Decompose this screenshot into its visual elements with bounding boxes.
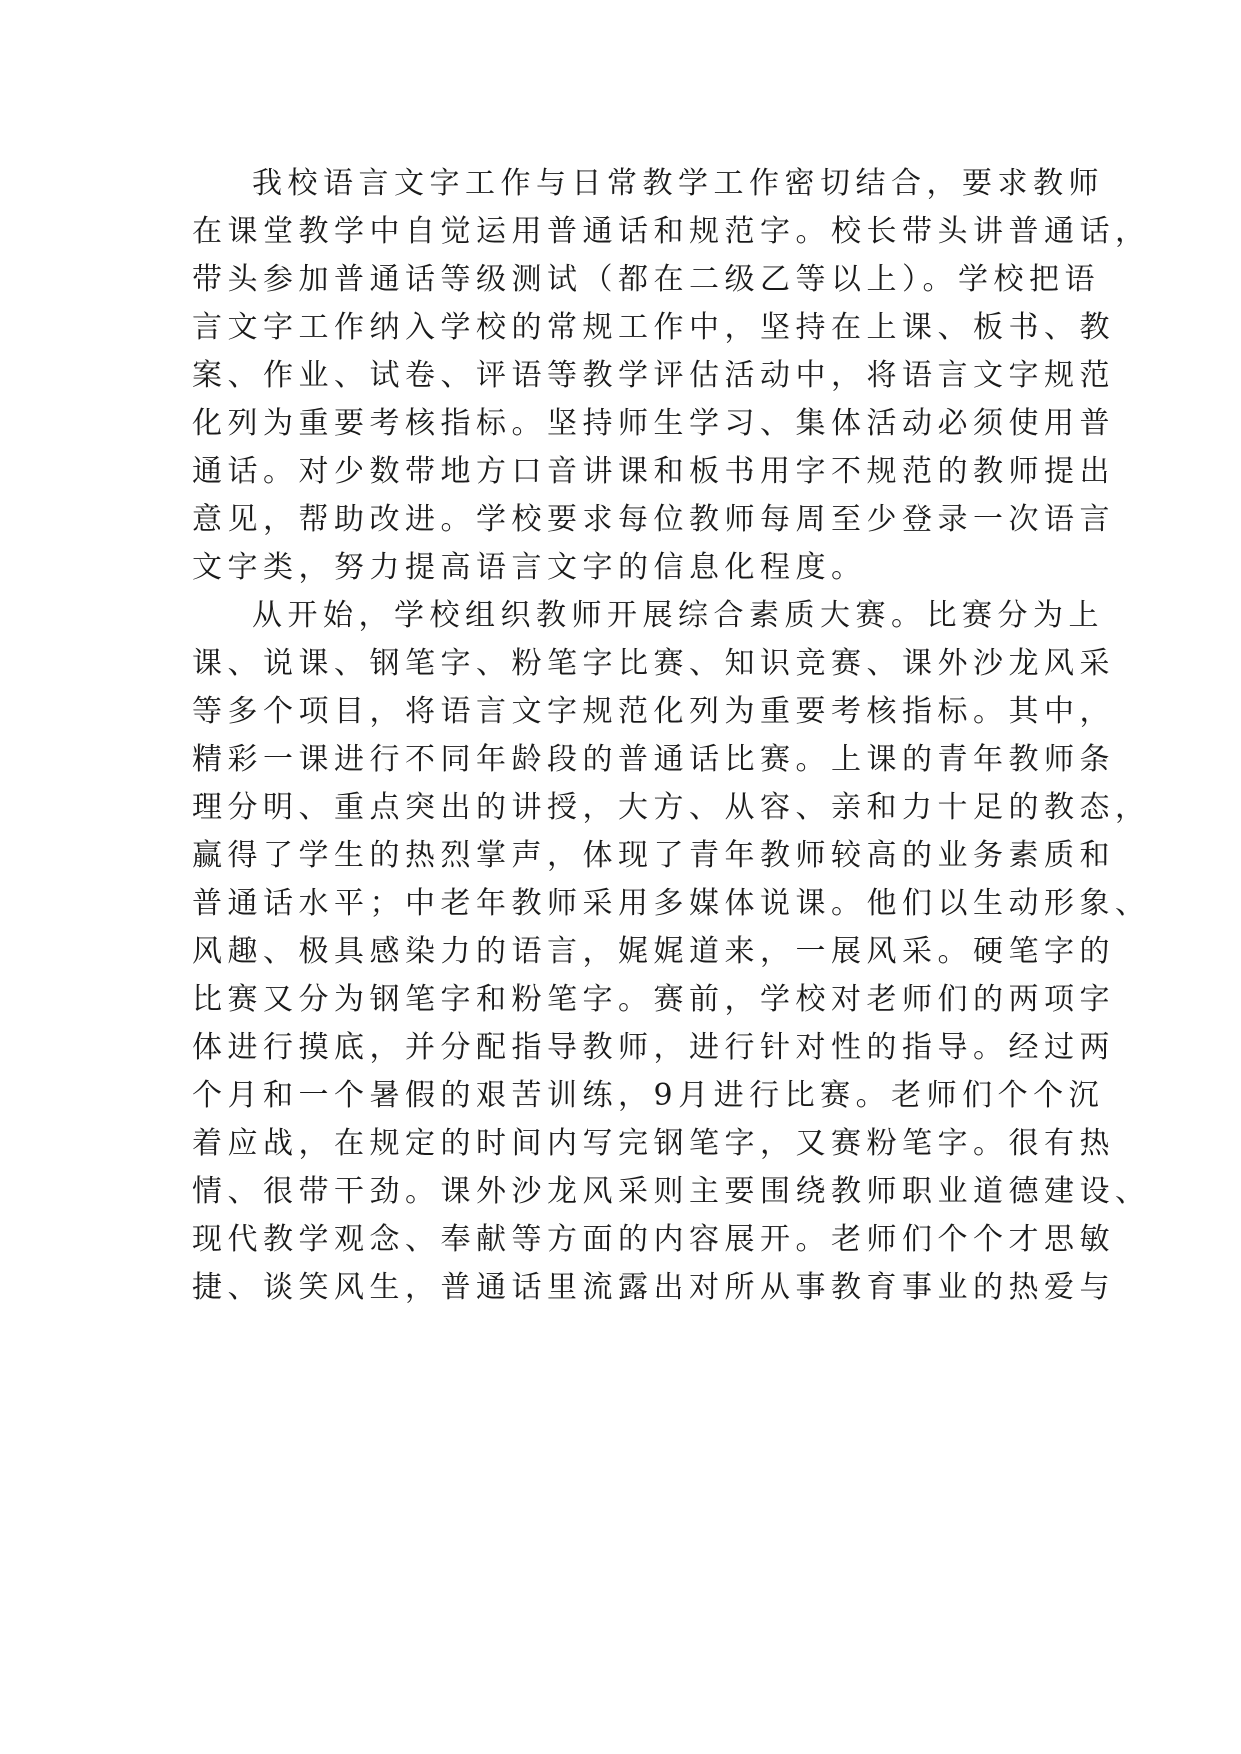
text-line: 化列为重要考核指标。坚持师生学习、集体活动必须使用普 [192, 406, 1115, 441]
text-line: 通话。对少数带地方口音讲课和板书用字不规范的教师提出 [192, 454, 1115, 489]
text-line: 等多个项目，将语言文字规范化列为重要考核指标。其中， [192, 694, 1115, 729]
text-line: 捷、谈笑风生，普通话里流露出对所从事教育事业的热爱与 [192, 1270, 1115, 1305]
text-line: 意见，帮助改进。学校要求每位教师每周至少登录一次语言 [192, 502, 1115, 537]
text-line: 现代教学观念、奉献等方面的内容展开。老师们个个才思敏 [192, 1222, 1115, 1257]
text-line: 精彩一课进行不同年龄段的普通话比赛。上课的青年教师条 [192, 742, 1115, 777]
text-line: 理分明、重点突出的讲授，大方、从容、亲和力十足的教态， [192, 790, 1151, 825]
text-line: 我校语言文字工作与日常教学工作密切结合，要求教师 [252, 166, 1104, 201]
text-line: 文字类，努力提高语言文字的信息化程度。 [192, 550, 867, 585]
body-text [192, 160, 1151, 1312]
text-line: 着应战，在规定的时间内写完钢笔字，又赛粉笔字。很有热 [192, 1126, 1115, 1161]
text-line: 言文字工作纳入学校的常规工作中，坚持在上课、板书、教 [192, 310, 1115, 345]
text-line: 带头参加普通话等级测试（都在二级乙等以上）。学校把语 [192, 262, 1100, 297]
text-line: 个月和一个暑假的艰苦训练，9月进行比赛。老师们个个沉 [192, 1078, 1105, 1113]
text-line: 从开始，学校组织教师开展综合素质大赛。比赛分为上 [252, 598, 1104, 633]
text-line: 课、说课、钢笔字、粉笔字比赛、知识竞赛、课外沙龙风采 [192, 646, 1115, 681]
paragraph-2 [192, 592, 1151, 1312]
text-line: 在课堂教学中自觉运用普通话和规范字。校长带头讲普通话， [192, 214, 1151, 249]
text-line: 案、作业、试卷、评语等教学评估活动中，将语言文字规范 [192, 358, 1115, 393]
text-line: 比赛又分为钢笔字和粉笔字。赛前，学校对老师们的两项字 [192, 982, 1115, 1017]
text-line: 情、很带干劲。课外沙龙风采则主要围绕教师职业道德建设、 [192, 1174, 1151, 1209]
paragraph-1 [192, 160, 1151, 592]
text-line: 赢得了学生的热烈掌声，体现了青年教师较高的业务素质和 [192, 838, 1115, 873]
text-line: 风趣、极具感染力的语言，娓娓道来，一展风采。硬笔字的 [192, 934, 1115, 969]
text-line: 体进行摸底，并分配指导教师，进行针对性的指导。经过两 [192, 1030, 1115, 1065]
text-line: 普通话水平；中老年教师采用多媒体说课。他们以生动形象、 [192, 886, 1151, 921]
